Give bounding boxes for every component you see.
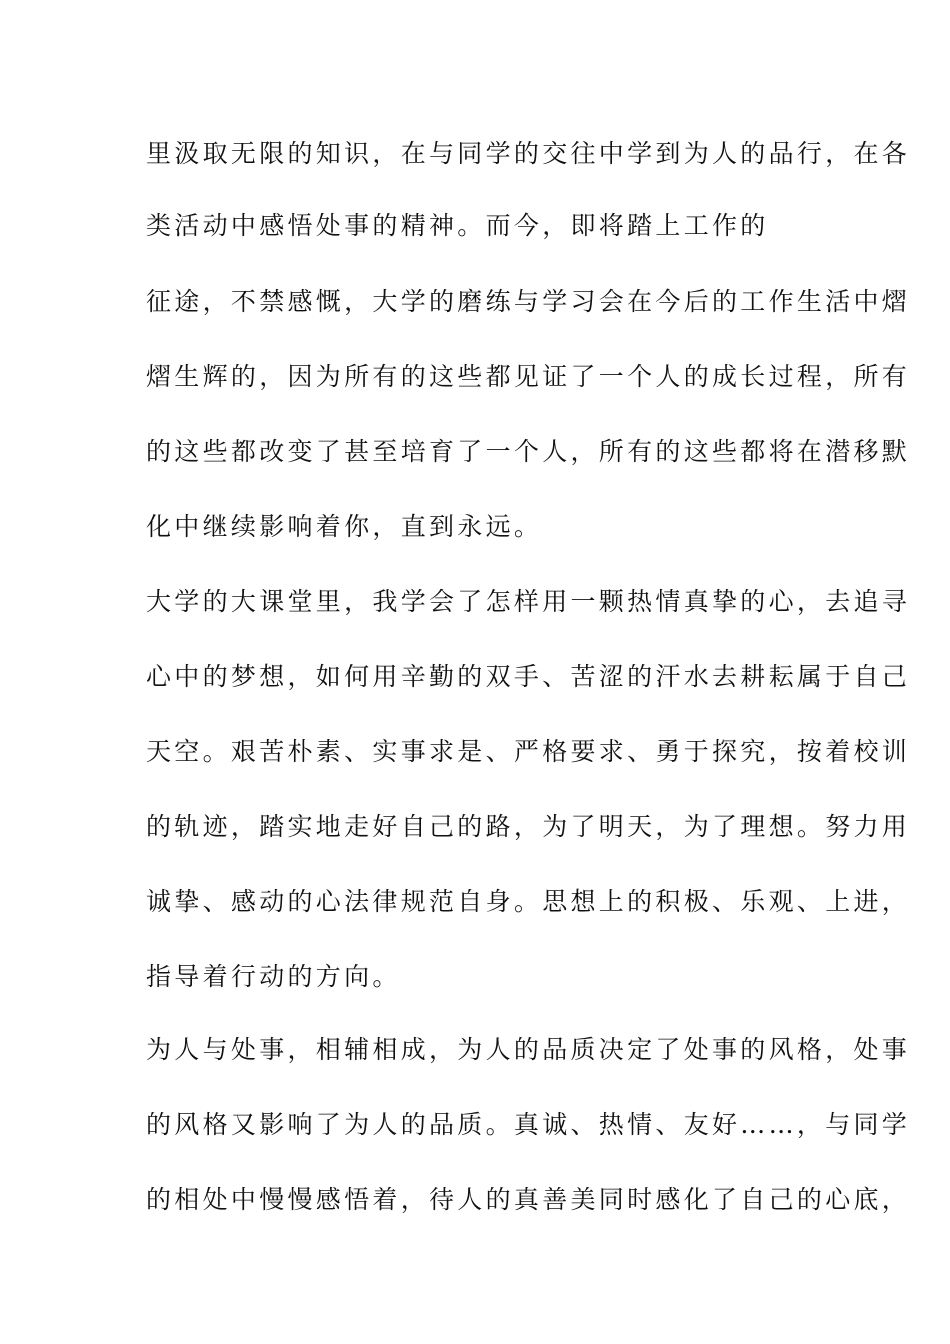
text-line: 类活动中感悟处事的精神。而今，即将踏上工作的 bbox=[146, 211, 769, 240]
text-line: 化中继续影响着你，直到永远。 bbox=[146, 512, 543, 541]
text-line: 征途，不禁感慨，大学的磨练与学习会在今后的工作生活中熠 bbox=[146, 287, 911, 316]
text-line: 的轨迹，踏实地走好自己的路，为了明天，为了理想。努力用 bbox=[146, 812, 911, 841]
text-line: 的这些都改变了甚至培育了一个人，所有的这些都将在潜移默 bbox=[146, 437, 911, 466]
text-line: 的相处中慢慢感悟着，待人的真善美同时感化了自己的心底， bbox=[146, 1185, 911, 1214]
text-line: 为人与处事，相辅相成，为人的品质决定了处事的风格，处事 bbox=[146, 1035, 911, 1064]
text-line: 诚挚、感动的心法律规范自身。思想上的积极、乐观、上进， bbox=[146, 887, 911, 916]
text-line: 熠生辉的，因为所有的这些都见证了一个人的成长过程，所有 bbox=[146, 362, 911, 391]
text-line: 心中的梦想，如何用辛勤的双手、苦涩的汗水去耕耘属于自己 bbox=[146, 662, 911, 691]
text-line: 大学的大课堂里，我学会了怎样用一颗热情真挚的心，去追寻 bbox=[146, 587, 911, 616]
text-line: 里汲取无限的知识，在与同学的交往中学到为人的品行，在各 bbox=[146, 139, 911, 168]
text-line: 天空。艰苦朴素、实事求是、严格要求、勇于探究，按着校训 bbox=[146, 737, 911, 766]
text-line: 指导着行动的方向。 bbox=[146, 962, 401, 991]
text-line: 的风格又影响了为人的品质。真诚、热情、友好……，与同学 bbox=[146, 1110, 911, 1139]
